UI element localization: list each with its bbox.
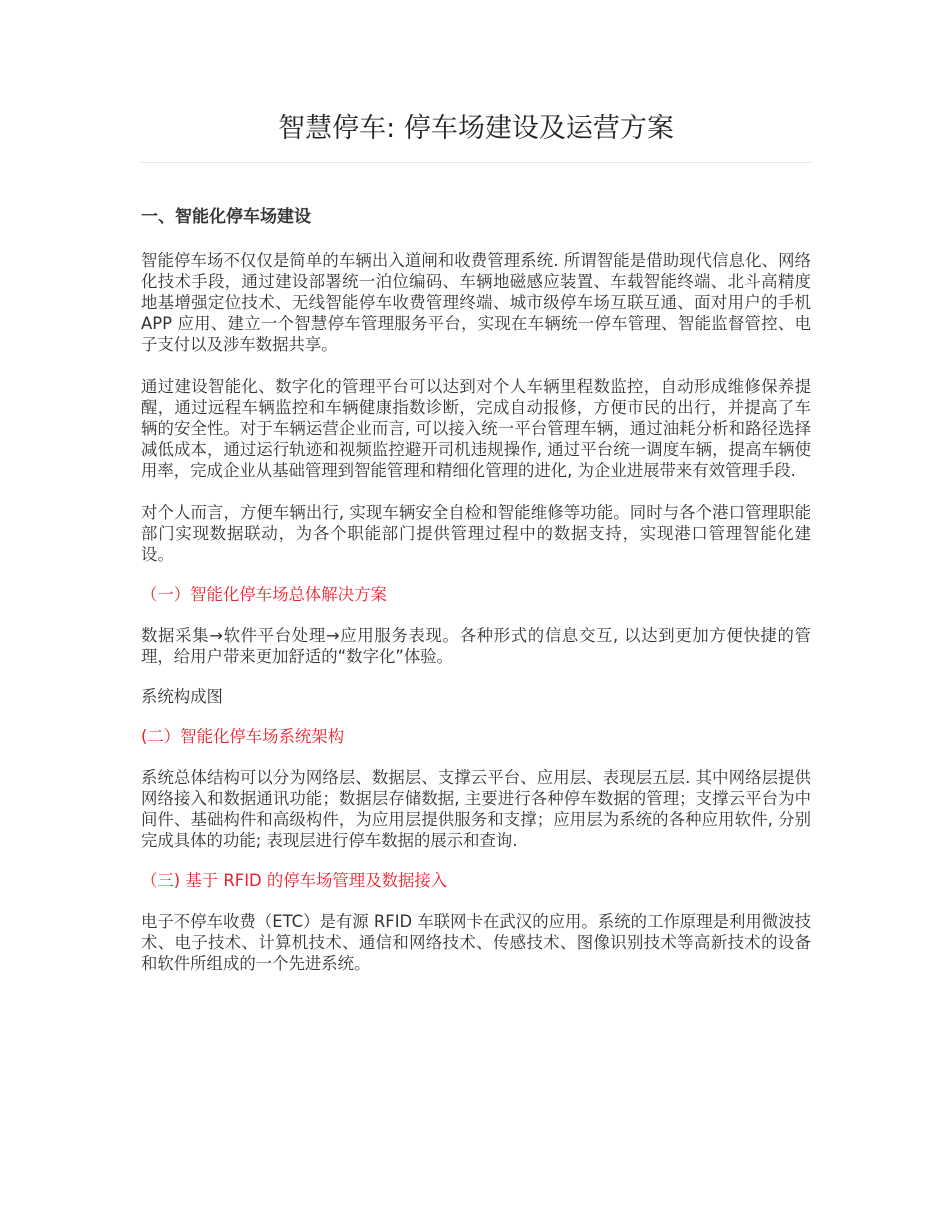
subheading-rfid: （三) 基于 RFID 的停车场管理及数据接入 xyxy=(141,871,448,890)
paragraph-architecture: 系统总体结构可以分为网络层、数据层、支撑云平台、应用层、表现层五层. 其中网络层提供网络接入和数据通讯功能；数据层存储数据, 主要进行各种停车数据的管理；支撑云平台为中间件、基础构件和高级构件，为应用层提供服务和支撑；应用层为系统的各种应用软件, 分别完成具体的功能; 表现层进行停车数据的展示和查询. xyxy=(141,768,811,850)
section-heading-construction: 一、智能化停车场建设 xyxy=(141,207,311,227)
paragraph-platform: 通过建设智能化、数字化的管理平台可以达到对个人车辆里程数监控，自动形成维修保养提醒，通过远程车辆监控和车辆健康指数诊断，完成自动报修，方便市民的出行，并提高了车辆的安全性。对于车辆运营企业而言, 可以接入统一平台管理车辆，通过油耗分析和路径选择减低成本，通过运行轨迹和视频监控避开司机违规操作, 通过平台统一调度车辆，提高车辆使用率，完成企业从基础管理到智能管理和精细化管理的进化, 为企业进展带来有效管理手段. xyxy=(141,377,811,480)
document-title: 智慧停车: 停车场建设及运营方案 xyxy=(141,110,811,163)
subheading-overall-solution: （一）智能化停车场总体解决方案 xyxy=(141,585,387,604)
document-content xyxy=(141,110,811,974)
subheading-system-architecture: (二）智能化停车场系统架构 xyxy=(141,727,345,746)
paragraph-personal: 对个人而言，方便车辆出行, 实现车辆安全自检和智能维修等功能。同时与各个港口管理职能部门实现数据联动，为各个职能部门提供管理过程中的数据支持，实现港口管理智能化建设。 xyxy=(141,503,811,564)
paragraph-intro: 智能停车场不仅仅是简单的车辆出入道闸和收费管理系统. 所谓智能是借助现代信息化、网络化技术手段，通过建设部署统一泊位编码、车辆地磁感应装置、车载智能终端、北斗高精度地基增强定位技术、无线智能停车收费管理终端、城市级停车场互联互通、面对用户的手机 APP 应用、建立一个智慧停车管理服务平台，实现在车辆统一停车管理、智能监督管控、电子支付以及涉车数据共享。 xyxy=(141,251,811,354)
caption-system-diagram: 系统构成图 xyxy=(141,687,223,706)
paragraph-etc: 电子不停车收费（ETC）是有源 RFID 车联网卡在武汉的应用。系统的工作原理是利用微波技术、电子技术、计算机技术、通信和网络技术、传感技术、图像识别技术等高新技术的设备和软件所组成的一个先进系统。 xyxy=(141,912,811,973)
paragraph-data-flow: 数据采集→软件平台处理→应用服务表现。各种形式的信息交互, 以达到更加方便快捷的管理，给用户带来更加舒适的“数字化”体验。 xyxy=(141,626,811,666)
